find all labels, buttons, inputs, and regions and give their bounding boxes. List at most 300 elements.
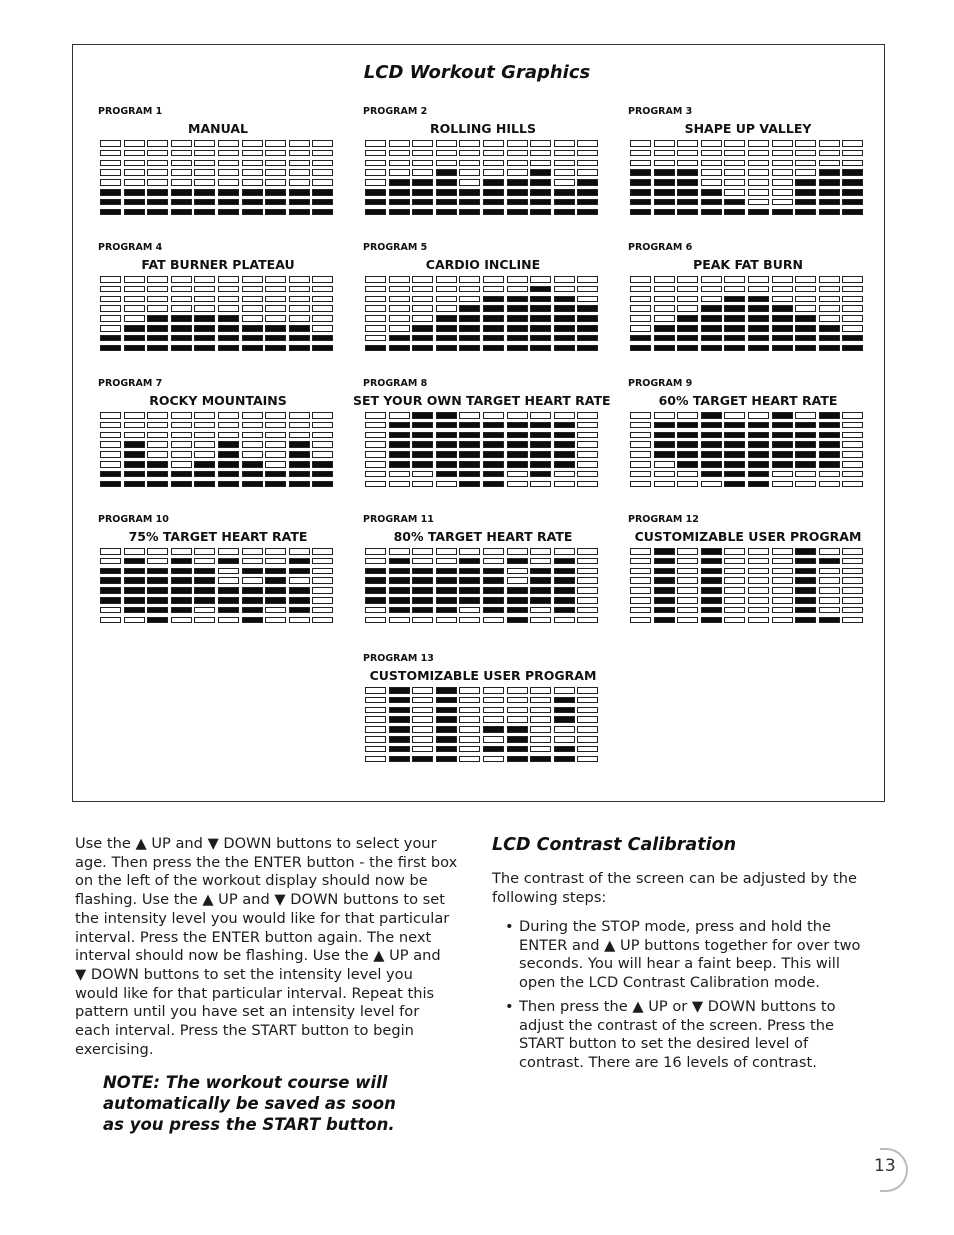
lcd-cell-on bbox=[677, 432, 698, 439]
lcd-cell-off bbox=[701, 169, 722, 176]
text-line: seconds. You will hear a faint beep. This will bbox=[519, 955, 840, 973]
lcd-cell-on bbox=[389, 558, 410, 565]
lcd-cell-on bbox=[554, 756, 575, 763]
lcd-cell-on bbox=[483, 296, 504, 303]
program-name: 60% TARGET HEART RATE bbox=[658, 393, 838, 408]
text-line: ▼ DOWN buttons to set the intensity level you bbox=[75, 965, 413, 983]
lcd-cell-off bbox=[819, 305, 840, 312]
lcd-cell-on bbox=[194, 471, 215, 478]
lcd-cell-off bbox=[772, 481, 793, 488]
lcd-cell-on bbox=[483, 189, 504, 196]
lcd-cell-on bbox=[724, 461, 745, 468]
lcd-cell-off bbox=[436, 548, 457, 555]
lcd-cell-on bbox=[530, 568, 551, 575]
lcd-cell-off bbox=[265, 548, 286, 555]
lcd-cell-on bbox=[459, 345, 480, 352]
lcd-cell-on bbox=[701, 607, 722, 614]
lcd-cell-on bbox=[194, 325, 215, 332]
lcd-cell-off bbox=[724, 548, 745, 555]
lcd-cell-on bbox=[171, 315, 192, 322]
program-name: PEAK FAT BURN bbox=[693, 257, 803, 272]
lcd-cell-off bbox=[724, 412, 745, 419]
lcd-cell-off bbox=[630, 548, 651, 555]
lcd-cell-on bbox=[507, 432, 528, 439]
lcd-cell-on bbox=[242, 568, 263, 575]
lcd-cell-on bbox=[412, 597, 433, 604]
lcd-cell-off bbox=[365, 276, 386, 283]
lcd-cell-off bbox=[577, 481, 598, 488]
lcd-cell-on bbox=[436, 345, 457, 352]
lcd-cell-on bbox=[483, 481, 504, 488]
lcd-cell-on bbox=[554, 577, 575, 584]
lcd-cell-off bbox=[577, 716, 598, 723]
lcd-cell-off bbox=[701, 296, 722, 303]
lcd-cell-on bbox=[412, 577, 433, 584]
lcd-cell-on bbox=[748, 432, 769, 439]
lcd-cell-off bbox=[412, 697, 433, 704]
lcd-cell-off bbox=[795, 169, 816, 176]
lcd-cell-on bbox=[389, 707, 410, 714]
lcd-cell-off bbox=[577, 617, 598, 624]
lcd-cell-on bbox=[289, 587, 310, 594]
lcd-cell-off bbox=[795, 140, 816, 147]
lcd-cell-off bbox=[312, 451, 333, 458]
lcd-cell-on bbox=[265, 209, 286, 216]
lcd-cell-on bbox=[772, 412, 793, 419]
lcd-cell-on bbox=[459, 597, 480, 604]
lcd-cell-off bbox=[194, 558, 215, 565]
lcd-cell-on bbox=[483, 726, 504, 733]
lcd-cell-on bbox=[147, 577, 168, 584]
lcd-cell-off bbox=[654, 140, 675, 147]
lcd-cell-off bbox=[124, 160, 145, 167]
lcd-cell-off bbox=[772, 558, 793, 565]
lcd-cell-off bbox=[242, 558, 263, 565]
lcd-cell-off bbox=[147, 432, 168, 439]
lcd-cell-on bbox=[389, 179, 410, 186]
lcd-cell-off bbox=[218, 169, 239, 176]
lcd-cell-on bbox=[819, 432, 840, 439]
lcd-cell-on bbox=[842, 179, 863, 186]
lcd-cell-on bbox=[701, 412, 722, 419]
lcd-cell-off bbox=[100, 558, 121, 565]
lcd-cell-on bbox=[554, 209, 575, 216]
program-number: PROGRAM 4 bbox=[98, 242, 163, 253]
lcd-cell-on bbox=[795, 422, 816, 429]
lcd-cell-off bbox=[459, 276, 480, 283]
lcd-cell-off bbox=[218, 432, 239, 439]
lcd-cell-on bbox=[819, 441, 840, 448]
lcd-cell-off bbox=[124, 179, 145, 186]
lcd-cell-off bbox=[630, 160, 651, 167]
text-line: START button to set the desired level of bbox=[519, 1035, 809, 1053]
lcd-cell-on bbox=[724, 432, 745, 439]
lcd-cell-off bbox=[677, 471, 698, 478]
lcd-cell-on bbox=[436, 422, 457, 429]
lcd-cell-off bbox=[630, 558, 651, 565]
lcd-cell-on bbox=[530, 577, 551, 584]
lcd-cell-on bbox=[530, 441, 551, 448]
lcd-cell-off bbox=[507, 169, 528, 176]
lcd-cell-off bbox=[312, 140, 333, 147]
text-line: interval should now be flashing. Use the ▲ UP and bbox=[75, 947, 441, 965]
lcd-cell-off bbox=[677, 276, 698, 283]
lcd-cell-off bbox=[577, 441, 598, 448]
lcd-cell-on bbox=[701, 617, 722, 624]
lcd-cell-off bbox=[365, 169, 386, 176]
lcd-cell-off bbox=[630, 315, 651, 322]
lcd-cell-on bbox=[171, 189, 192, 196]
lcd-cell-on bbox=[507, 736, 528, 743]
lcd-cell-on bbox=[554, 587, 575, 594]
lcd-cell-off bbox=[530, 481, 551, 488]
lcd-cell-on bbox=[795, 607, 816, 614]
lcd-cell-on bbox=[654, 577, 675, 584]
lcd-cell-on bbox=[795, 568, 816, 575]
lcd-cell-off bbox=[389, 548, 410, 555]
lcd-cell-on bbox=[677, 422, 698, 429]
lcd-cell-off bbox=[242, 179, 263, 186]
lcd-cell-on bbox=[124, 325, 145, 332]
lcd-cell-off bbox=[100, 276, 121, 283]
lcd-cell-off bbox=[554, 150, 575, 157]
lcd-cell-off bbox=[289, 617, 310, 624]
lcd-cell-off bbox=[819, 276, 840, 283]
lcd-cell-off bbox=[171, 548, 192, 555]
lcd-cell-off bbox=[242, 160, 263, 167]
lcd-cell-off bbox=[554, 736, 575, 743]
lcd-cell-on bbox=[124, 558, 145, 565]
program-number: PROGRAM 7 bbox=[98, 378, 163, 389]
lcd-cell-on bbox=[436, 746, 457, 753]
lcd-cell-off bbox=[507, 150, 528, 157]
lcd-cell-on bbox=[389, 568, 410, 575]
lcd-cell-on bbox=[412, 432, 433, 439]
text-line: Use the ▲ UP and ▼ DOWN buttons to select your bbox=[75, 835, 437, 852]
lcd-cell-on bbox=[436, 325, 457, 332]
lcd-cell-off bbox=[507, 276, 528, 283]
lcd-cell-off bbox=[365, 607, 386, 614]
lcd-cell-on bbox=[436, 568, 457, 575]
lcd-cell-off bbox=[365, 687, 386, 694]
lcd-cell-on bbox=[654, 169, 675, 176]
lcd-cell-on bbox=[724, 209, 745, 216]
lcd-cell-on bbox=[389, 587, 410, 594]
lcd-cell-off bbox=[530, 607, 551, 614]
lcd-cell-off bbox=[312, 597, 333, 604]
lcd-cell-on bbox=[507, 325, 528, 332]
lcd-cell-off bbox=[772, 587, 793, 594]
lcd-cell-off bbox=[100, 160, 121, 167]
lcd-cell-on bbox=[218, 451, 239, 458]
lcd-cell-on bbox=[218, 315, 239, 322]
lcd-cell-off bbox=[265, 305, 286, 312]
lcd-cell-off bbox=[842, 587, 863, 594]
lcd-cell-on bbox=[459, 587, 480, 594]
lcd-cell-on bbox=[483, 432, 504, 439]
lcd-cell-on bbox=[748, 315, 769, 322]
lcd-cell-off bbox=[530, 746, 551, 753]
lcd-cell-on bbox=[819, 189, 840, 196]
lcd-cell-off bbox=[312, 286, 333, 293]
lcd-cell-off bbox=[842, 422, 863, 429]
lcd-cell-on bbox=[748, 481, 769, 488]
lcd-cell-off bbox=[124, 617, 145, 624]
lcd-cell-on bbox=[171, 587, 192, 594]
lcd-cell-off bbox=[772, 296, 793, 303]
lcd-cell-off bbox=[459, 707, 480, 714]
lcd-cell-on bbox=[194, 189, 215, 196]
lcd-cell-on bbox=[507, 209, 528, 216]
lcd-cell-off bbox=[194, 441, 215, 448]
lcd-cell-off bbox=[218, 305, 239, 312]
lcd-cell-off bbox=[530, 150, 551, 157]
lcd-cell-on bbox=[289, 335, 310, 342]
lcd-cell-off bbox=[242, 169, 263, 176]
lcd-cell-on bbox=[483, 451, 504, 458]
lcd-cell-on bbox=[819, 558, 840, 565]
lcd-cell-on bbox=[436, 179, 457, 186]
lcd-cell-off bbox=[724, 179, 745, 186]
lcd-cell-off bbox=[194, 451, 215, 458]
lcd-cell-off bbox=[530, 160, 551, 167]
lcd-cell-on bbox=[530, 451, 551, 458]
lcd-cell-off bbox=[483, 150, 504, 157]
lcd-cell-on bbox=[701, 305, 722, 312]
lcd-cell-off bbox=[654, 160, 675, 167]
lcd-cell-off bbox=[654, 315, 675, 322]
lcd-cell-off bbox=[218, 617, 239, 624]
lcd-cell-off bbox=[194, 169, 215, 176]
lcd-cell-off bbox=[748, 150, 769, 157]
lcd-cell-on bbox=[772, 461, 793, 468]
lcd-cell-off bbox=[265, 296, 286, 303]
lcd-cell-off bbox=[483, 716, 504, 723]
lcd-cell-off bbox=[412, 296, 433, 303]
lcd-cell-on bbox=[530, 756, 551, 763]
lcd-cell-on bbox=[265, 325, 286, 332]
lcd-cell-on bbox=[436, 441, 457, 448]
program-name: FAT BURNER PLATEAU bbox=[141, 257, 295, 272]
lcd-cell-off bbox=[577, 736, 598, 743]
lcd-cell-off bbox=[842, 296, 863, 303]
lcd-cell-on bbox=[530, 209, 551, 216]
lcd-cell-on bbox=[436, 471, 457, 478]
lcd-cell-off bbox=[577, 286, 598, 293]
lcd-cell-on bbox=[530, 199, 551, 206]
lcd-cell-on bbox=[819, 199, 840, 206]
lcd-cell-on bbox=[795, 558, 816, 565]
lcd-cell-on bbox=[530, 461, 551, 468]
lcd-cell-on bbox=[147, 335, 168, 342]
lcd-cell-on bbox=[389, 345, 410, 352]
lcd-cell-off bbox=[147, 558, 168, 565]
lcd-cell-off bbox=[748, 199, 769, 206]
lcd-cell-off bbox=[218, 286, 239, 293]
lcd-cell-on bbox=[748, 296, 769, 303]
lcd-cell-off bbox=[819, 568, 840, 575]
lcd-cell-off bbox=[724, 558, 745, 565]
lcd-cell-on bbox=[795, 577, 816, 584]
lcd-cell-off bbox=[194, 140, 215, 147]
lcd-cell-off bbox=[171, 305, 192, 312]
text-line: following steps: bbox=[492, 888, 607, 906]
lcd-cell-off bbox=[701, 481, 722, 488]
lcd-cell-off bbox=[389, 286, 410, 293]
lcd-cell-on bbox=[218, 481, 239, 488]
lcd-cell-on bbox=[554, 607, 575, 614]
lcd-cell-on bbox=[724, 325, 745, 332]
lcd-cell-off bbox=[530, 707, 551, 714]
lcd-cell-off bbox=[654, 296, 675, 303]
lcd-cell-off bbox=[389, 296, 410, 303]
lcd-cell-off bbox=[289, 286, 310, 293]
lcd-cell-on bbox=[389, 432, 410, 439]
lcd-cell-on bbox=[194, 209, 215, 216]
lcd-cell-on bbox=[389, 189, 410, 196]
lcd-cell-on bbox=[677, 315, 698, 322]
lcd-cell-on bbox=[436, 756, 457, 763]
lcd-cell-off bbox=[530, 412, 551, 419]
lcd-cell-on bbox=[507, 345, 528, 352]
text-line: NOTE: The workout course will bbox=[103, 1073, 388, 1092]
lcd-cell-on bbox=[412, 461, 433, 468]
lcd-cell-off bbox=[171, 140, 192, 147]
lcd-cell-on bbox=[412, 345, 433, 352]
lcd-cell-off bbox=[412, 736, 433, 743]
lcd-cell-off bbox=[748, 577, 769, 584]
lcd-cell-on bbox=[389, 441, 410, 448]
lcd-cell-off bbox=[772, 199, 793, 206]
lcd-cell-off bbox=[748, 179, 769, 186]
lcd-cell-on bbox=[289, 345, 310, 352]
lcd-cell-off bbox=[483, 558, 504, 565]
lcd-cell-on bbox=[289, 607, 310, 614]
lcd-cell-off bbox=[147, 441, 168, 448]
lcd-cell-on bbox=[530, 179, 551, 186]
lcd-cell-on bbox=[100, 345, 121, 352]
lcd-cell-on bbox=[412, 179, 433, 186]
lcd-cell-on bbox=[819, 335, 840, 342]
lcd-cell-off bbox=[507, 577, 528, 584]
lcd-cell-off bbox=[100, 451, 121, 458]
lcd-cell-off bbox=[577, 451, 598, 458]
lcd-cell-on bbox=[630, 335, 651, 342]
lcd-cell-on bbox=[459, 471, 480, 478]
contrast-heading: LCD Contrast Calibration bbox=[492, 835, 737, 855]
lcd-cell-on bbox=[242, 189, 263, 196]
lcd-cell-off bbox=[100, 179, 121, 186]
lcd-cell-off bbox=[530, 548, 551, 555]
lcd-cell-on bbox=[312, 345, 333, 352]
lcd-cell-on bbox=[147, 597, 168, 604]
lcd-cell-on bbox=[483, 209, 504, 216]
lcd-cell-on bbox=[530, 325, 551, 332]
lcd-cell-off bbox=[654, 471, 675, 478]
lcd-cell-on bbox=[701, 189, 722, 196]
lcd-cell-off bbox=[289, 548, 310, 555]
lcd-cell-on bbox=[554, 199, 575, 206]
lcd-cell-off bbox=[748, 617, 769, 624]
lcd-cell-off bbox=[242, 296, 263, 303]
lcd-cell-on bbox=[795, 432, 816, 439]
lcd-cell-off bbox=[748, 607, 769, 614]
lcd-cell-off bbox=[530, 726, 551, 733]
lcd-cell-on bbox=[701, 335, 722, 342]
lcd-cell-off bbox=[459, 756, 480, 763]
lcd-cell-off bbox=[630, 305, 651, 312]
lcd-cell-off bbox=[772, 169, 793, 176]
lcd-cell-off bbox=[577, 687, 598, 694]
lcd-cell-off bbox=[772, 617, 793, 624]
lcd-cell-off bbox=[124, 305, 145, 312]
lcd-cell-off bbox=[459, 716, 480, 723]
lcd-cell-on bbox=[265, 577, 286, 584]
lcd-cell-on bbox=[147, 461, 168, 468]
lcd-cell-off bbox=[436, 140, 457, 147]
lcd-cell-off bbox=[507, 412, 528, 419]
lcd-cell-off bbox=[171, 412, 192, 419]
lcd-cell-off bbox=[218, 412, 239, 419]
lcd-cell-off bbox=[100, 617, 121, 624]
lcd-cell-off bbox=[677, 481, 698, 488]
program-name: SHAPE UP VALLEY bbox=[684, 121, 812, 136]
lcd-cell-off bbox=[365, 412, 386, 419]
lcd-cell-on bbox=[365, 345, 386, 352]
lcd-cell-on bbox=[701, 345, 722, 352]
lcd-cell-on bbox=[147, 315, 168, 322]
lcd-cell-off bbox=[365, 481, 386, 488]
lcd-cell-on bbox=[265, 199, 286, 206]
lcd-cell-on bbox=[218, 189, 239, 196]
lcd-cell-off bbox=[483, 687, 504, 694]
lcd-cell-off bbox=[365, 558, 386, 565]
lcd-cell-on bbox=[654, 587, 675, 594]
lcd-cell-on bbox=[507, 726, 528, 733]
lcd-cell-off bbox=[124, 422, 145, 429]
lcd-cell-on bbox=[772, 441, 793, 448]
lcd-cell-on bbox=[577, 345, 598, 352]
lcd-cell-off bbox=[483, 736, 504, 743]
lcd-cell-on bbox=[724, 345, 745, 352]
lcd-cell-off bbox=[772, 577, 793, 584]
lcd-cell-on bbox=[218, 558, 239, 565]
lcd-cell-on bbox=[459, 481, 480, 488]
lcd-cell-off bbox=[677, 140, 698, 147]
text-line: age. Then press the the ENTER button - the first box bbox=[75, 853, 458, 871]
lcd-cell-off bbox=[819, 607, 840, 614]
lcd-cell-on bbox=[218, 597, 239, 604]
lcd-cell-on bbox=[436, 315, 457, 322]
lcd-cell-on bbox=[554, 335, 575, 342]
lcd-cell-off bbox=[654, 412, 675, 419]
lcd-cell-on bbox=[436, 726, 457, 733]
lcd-cell-on bbox=[459, 335, 480, 342]
lcd-cell-off bbox=[577, 548, 598, 555]
lcd-cell-on bbox=[412, 189, 433, 196]
lcd-cell-on bbox=[577, 325, 598, 332]
lcd-cell-on bbox=[242, 607, 263, 614]
lcd-cell-on bbox=[312, 461, 333, 468]
lcd-cell-on bbox=[795, 441, 816, 448]
lcd-cell-off bbox=[171, 296, 192, 303]
lcd-cell-on bbox=[554, 432, 575, 439]
lcd-cell-off bbox=[577, 471, 598, 478]
lcd-cell-off bbox=[630, 276, 651, 283]
lcd-cell-off bbox=[436, 276, 457, 283]
lcd-cell-off bbox=[218, 160, 239, 167]
lcd-cell-on bbox=[436, 736, 457, 743]
